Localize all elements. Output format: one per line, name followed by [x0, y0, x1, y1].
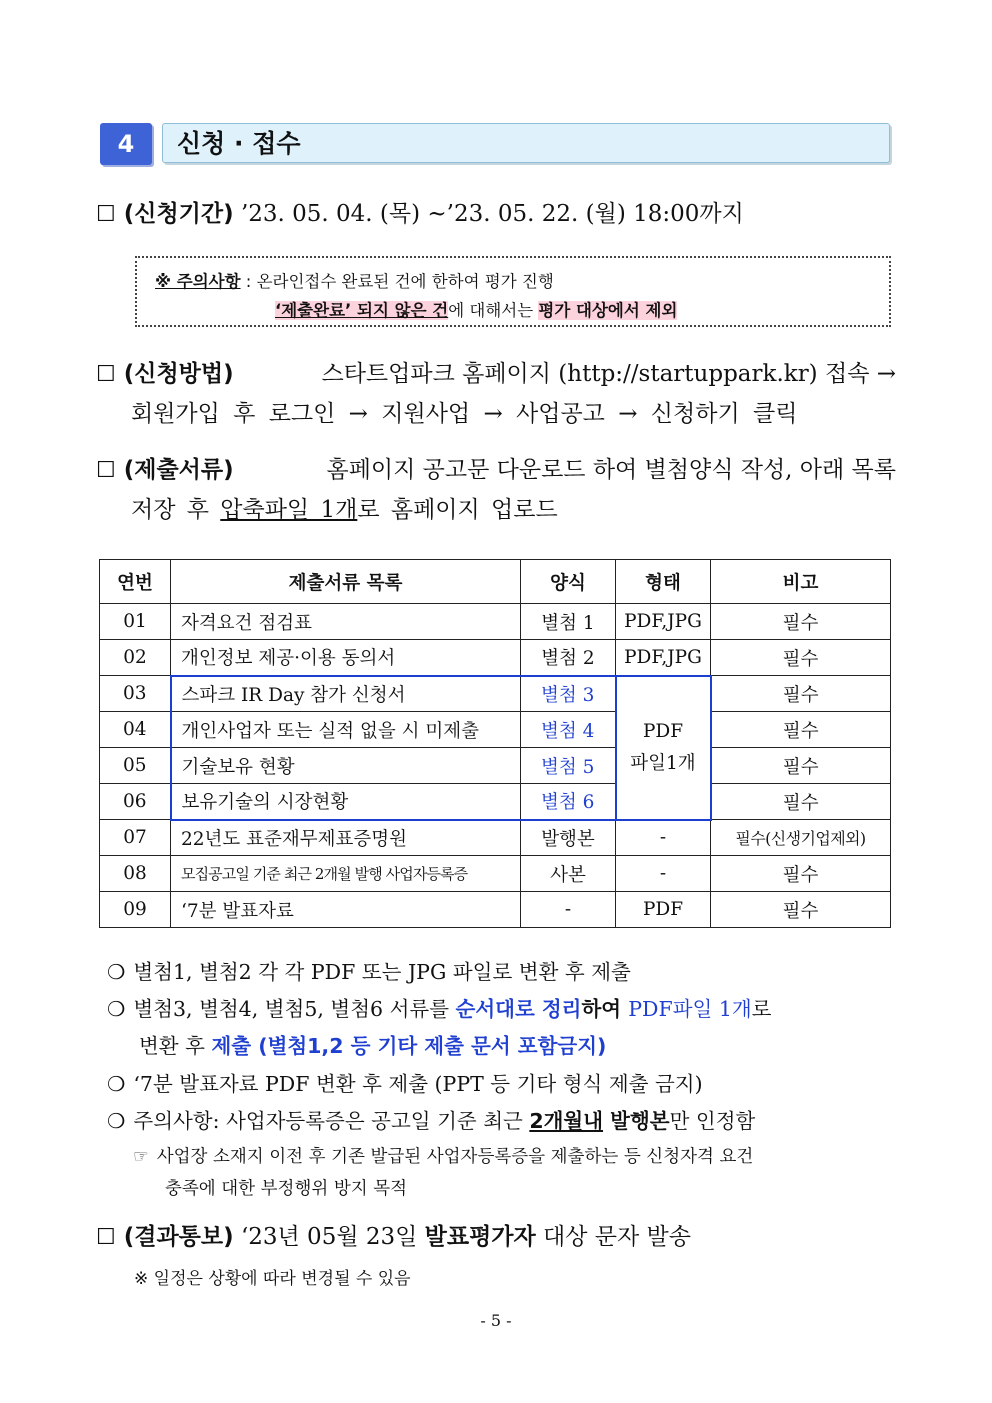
cell-form: 별첨 4	[521, 712, 616, 748]
note-4-text-a: 주의사항: 사업자등록증은 공고일 기준 최근	[133, 1109, 530, 1133]
table-row	[100, 640, 891, 676]
note-3	[107, 1067, 703, 1097]
table-row	[100, 892, 891, 928]
header-name: 제출서류 목록	[171, 560, 521, 604]
documents-table	[99, 559, 891, 928]
note-2-cont	[139, 1029, 606, 1059]
note-4	[107, 1104, 755, 1134]
cell-note: 필수	[711, 640, 891, 676]
cell-no: 05	[100, 748, 171, 784]
cell-no: 07	[100, 820, 171, 856]
cell-note: 필수	[711, 892, 891, 928]
note-4-text-d: 만 인정함	[669, 1109, 756, 1133]
cell-no: 01	[100, 604, 171, 640]
docs-label: (제출서류)	[123, 457, 234, 483]
note-2	[107, 992, 897, 1022]
note-2-pdf-one: PDF파일 1개	[628, 997, 752, 1021]
result-line	[96, 1222, 691, 1253]
notice-line-1-text: : 온라인접수 완료된 건에 한하여 평가 진행	[240, 272, 554, 291]
note-sub-2: 충족에 대한 부정행위 방지 목적	[165, 1179, 408, 1199]
section-title: 신청 · 접수	[162, 123, 890, 163]
notice-line-2	[275, 297, 677, 321]
notice-highlight-2: 평가 대상에서 제외	[538, 301, 678, 320]
cell-form: 별첨 2	[521, 640, 616, 676]
method-line-2: 회원가입 후 로그인 → 지원사업 → 사업공고 → 신청하기 클릭	[131, 401, 798, 427]
cell-form: 사본	[521, 856, 616, 892]
cell-name: 개인사업자 또는 실적 없을 시 미제출	[171, 712, 521, 748]
circle-bullet-icon: ❍	[107, 1072, 126, 1096]
table-header-row	[100, 560, 891, 604]
table-row	[100, 676, 891, 712]
cell-name: 스파크 IR Day 참가 신청서	[171, 676, 521, 712]
docs-text-2a: 저장 후	[131, 497, 221, 523]
notice-label: ※ 주의사항	[155, 272, 241, 291]
cell-note: 필수(신생기업제외)	[711, 820, 891, 856]
cell-form: 발행본	[521, 820, 616, 856]
cell-form: 별첨 3	[521, 676, 616, 712]
notice-line-1	[155, 268, 554, 292]
cell-name: 개인정보 제공·이용 동의서	[171, 640, 521, 676]
note-2-text-e: 로	[751, 997, 772, 1021]
note-sub-1	[133, 1143, 897, 1168]
note-1-text: 별첨1, 별첨2 각 각 PDF 또는 JPG 파일로 변환 후 제출	[133, 960, 631, 984]
period-text: ’23. 05. 04. (목) ~’23. 05. 22. (월) 18:00까지	[240, 201, 744, 227]
result-sub: ※ 일정은 상황에 따라 변경될 수 있음	[134, 1269, 411, 1289]
header-form: 양식	[521, 560, 616, 604]
cell-no: 04	[100, 712, 171, 748]
table-row	[100, 712, 891, 748]
header-type: 형태	[616, 560, 711, 604]
period-line	[96, 199, 744, 230]
cell-type: PDF,JPG	[616, 640, 711, 676]
table-row	[100, 856, 891, 892]
cell-name: ‘7분 발표자료	[171, 892, 521, 928]
cell-form: 별첨 5	[521, 748, 616, 784]
note-1	[107, 955, 631, 985]
docs-text-1: 홈페이지 공고문 다운로드 하여 별첨양식 작성, 아래 목록	[326, 457, 896, 483]
note-sub-text-1: 사업장 소재지 이전 후 기존 발급된 사업자등록증을 제출하는 등 신청자격 요건	[156, 1147, 754, 1167]
cell-form: 별첨 1	[521, 604, 616, 640]
docs-underline: 압축파일 1개	[220, 497, 358, 523]
cell-no: 06	[100, 784, 171, 820]
cell-no: 03	[100, 676, 171, 712]
cell-form: -	[521, 892, 616, 928]
note-4-emph-months: 2개월내	[529, 1109, 604, 1133]
note-3-text: ‘7분 발표자료 PDF 변환 후 제출 (PPT 등 기타 형식 제출 금지)	[133, 1072, 703, 1096]
docs-line-1	[96, 455, 896, 486]
cell-type: -	[616, 820, 711, 856]
result-text-a: ‘23년 05월 23일	[233, 1224, 425, 1250]
header-no: 연번	[100, 560, 171, 604]
page-number: - 5 -	[480, 1311, 512, 1330]
cell-name: 기술보유 현황	[171, 748, 521, 784]
checkbox-icon: ☐	[96, 1225, 116, 1250]
cell-note: 필수	[711, 856, 891, 892]
note-2-text-a: 별첨3, 별첨4, 별첨5, 별첨6 서류를	[133, 997, 456, 1021]
result-label: (결과통보)	[123, 1224, 234, 1250]
notice-line-2-text: 에 대해서는	[448, 301, 539, 320]
circle-bullet-icon: ❍	[107, 960, 126, 984]
pointing-hand-icon: ☞	[133, 1147, 149, 1167]
note-2-text-c: 하여	[581, 997, 629, 1021]
result-text-c: 대상 문자 발송	[535, 1224, 691, 1250]
method-line-1	[96, 359, 896, 390]
table-row	[100, 748, 891, 784]
merged-type-line-2: 파일1개	[630, 752, 696, 774]
cell-note: 필수	[711, 712, 891, 748]
circle-bullet-icon: ❍	[107, 1109, 126, 1133]
method-text-1: 스타트업파크 홈페이지 (http://startuppark.kr) 접속 →	[321, 361, 896, 387]
checkbox-icon: ☐	[96, 458, 116, 483]
notice-box	[135, 256, 891, 327]
cell-type: PDF,JPG	[616, 604, 711, 640]
cell-note: 필수	[711, 676, 891, 712]
docs-line-2	[131, 495, 558, 525]
docs-text-2b: 로 홈페이지 업로드	[357, 497, 558, 523]
cell-no: 02	[100, 640, 171, 676]
checkbox-icon: ☐	[96, 202, 116, 227]
cell-type: -	[616, 856, 711, 892]
merged-type-cell	[616, 676, 711, 820]
cell-note: 필수	[711, 604, 891, 640]
cell-name: 모집공고일 기준 최근 2개월 발행 사업자등록증	[171, 856, 521, 892]
table-row	[100, 820, 891, 856]
note-4-emph-issue: 발행본	[603, 1109, 670, 1133]
result-emph: 발표평가자	[424, 1224, 536, 1250]
cell-name: 자격요건 점검표	[171, 604, 521, 640]
note-2-emph-order: 순서대로 정리	[455, 997, 582, 1021]
cell-no: 08	[100, 856, 171, 892]
cell-note: 필수	[711, 784, 891, 820]
cell-name: 보유기술의 시장현황	[171, 784, 521, 820]
note-2-text-f: 변환 후	[139, 1034, 212, 1058]
table-row	[100, 784, 891, 820]
cell-name: 22년도 표준재무제표증명원	[171, 820, 521, 856]
cell-type: PDF	[616, 892, 711, 928]
period-label: (신청기간)	[123, 201, 234, 227]
table-row	[100, 604, 891, 640]
cell-note: 필수	[711, 748, 891, 784]
section-number: 4	[100, 123, 152, 165]
notice-highlight-1: ‘제출완료’ 되지 않은 건	[275, 301, 449, 320]
circle-bullet-icon: ❍	[107, 997, 126, 1021]
note-2-emph-submit: 제출 (별첨1,2 등 기타 제출 문서 포함금지)	[211, 1034, 607, 1058]
checkbox-icon: ☐	[96, 362, 116, 387]
cell-form: 별첨 6	[521, 784, 616, 820]
cell-no: 09	[100, 892, 171, 928]
method-label: (신청방법)	[123, 361, 234, 387]
merged-type-line-1: PDF	[642, 720, 684, 742]
header-note: 비고	[711, 560, 891, 604]
